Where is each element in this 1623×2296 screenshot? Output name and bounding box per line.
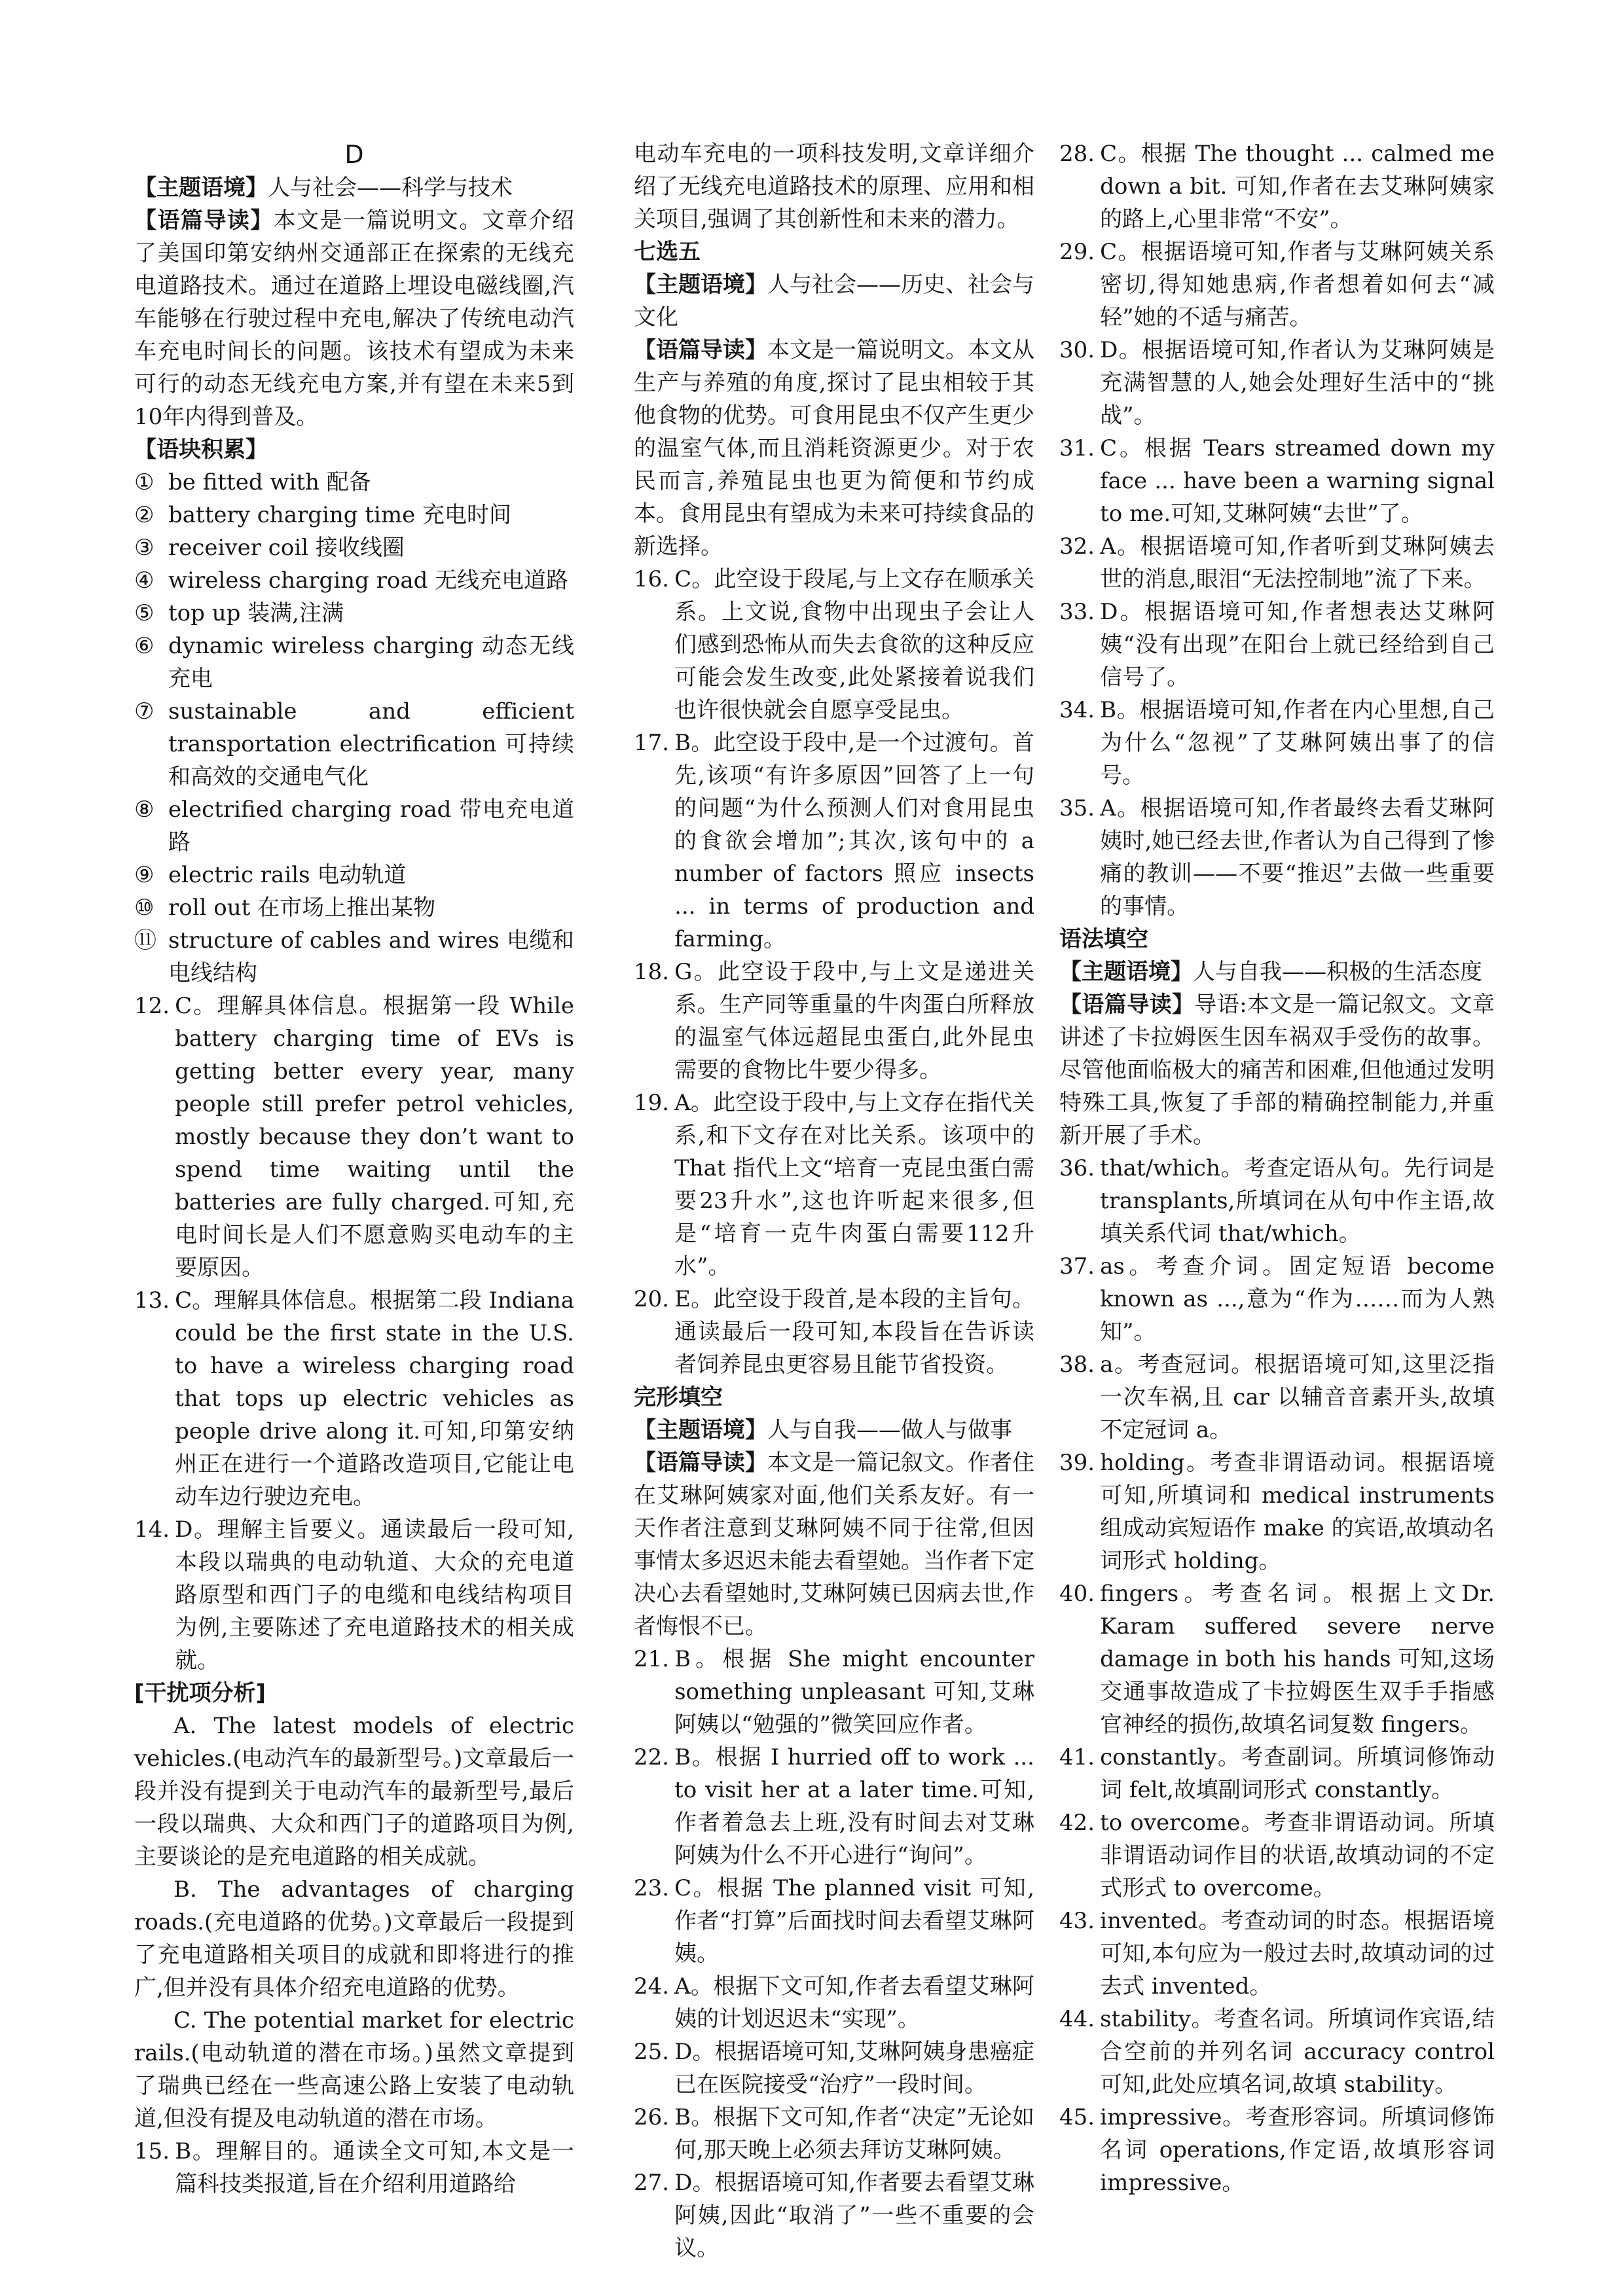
- vocab-num: ⑪: [134, 927, 156, 954]
- answer-num: 44.: [1059, 2006, 1095, 2032]
- answer-item: [634, 1970, 1034, 2036]
- answer-text: holding。考查非谓语动词。根据语境可知,所填词和 medical instruments 组成动宾短语作 make 的宾语,故填动名词形式 holding。: [1100, 1450, 1495, 1574]
- answer-text: A。根据语境可知,作者听到艾琳阿姨去世的消息,眼泪“无法控制地”流了下来。: [1100, 533, 1495, 592]
- column-left: [134, 137, 574, 2200]
- passage-guide-tag: 【语篇导读】: [1059, 992, 1195, 1018]
- answer-text: C。根据语境可知,作者与艾琳阿姨关系密切,得知她患病,作者想着如何去“减轻”她的不适与痛苦。: [1100, 239, 1495, 331]
- answer-num: 13.: [134, 1287, 170, 1314]
- answer-text: C。根据 Tears streamed down my face ... have been a warning signal to me.可知,艾琳阿姨“去世”了。: [1100, 435, 1495, 527]
- answer-num: 34.: [1059, 697, 1095, 723]
- theme-context-text: 人与社会——历史、社会与文化: [634, 272, 1034, 331]
- answer-num: 20.: [634, 1286, 670, 1312]
- vocab-num: ①: [134, 469, 155, 495]
- answer-item: [1059, 1806, 1495, 1905]
- answer-item: [134, 990, 574, 1284]
- answer-text: C。根据 The planned visit 可知,作者“打算”后面找时间去看望艾琳阿姨。: [674, 1875, 1034, 1967]
- vocab-text: top up 装满,注满: [168, 600, 344, 626]
- answer-item: [1059, 236, 1495, 334]
- answer-num: 32.: [1059, 533, 1095, 560]
- answer-item: [134, 1513, 574, 1677]
- passage-guide-text: 导语:本文是一篇记叙文。文章讲述了卡拉姆医生因车祸双手受伤的故事。尽管他面临极大的痛苦和困难,但他通过发明特殊工具,恢复了手部的精确控制能力,并重新开展了手术。: [1059, 992, 1495, 1149]
- column-middle: [634, 137, 1034, 2265]
- answer-num: 35.: [1059, 795, 1095, 821]
- answer-item: [1059, 1348, 1495, 1446]
- answer-text: C。理解具体信息。根据第二段 Indiana could be the first state in the U.S. to have a wireless charging road that tops up electric vehicles as people drive along it.可知,印第安纳州正在进行一个道路改造项目,它能让电动车边行驶边充电。: [175, 1287, 574, 1510]
- vocab-item: [134, 499, 574, 531]
- answer-num: 24.: [634, 1973, 670, 2000]
- answer-text: B。根据语境可知,作者在内心里想,自己为什么“忽视”了艾琳阿姨出事了的信号。: [1100, 697, 1495, 789]
- vocab-text: roll out 在市场上推出某物: [168, 895, 436, 921]
- passage-guide-tag: 【语篇导读】: [634, 337, 767, 363]
- vocab-text: be fitted with 配备: [168, 469, 371, 495]
- answer-item: [634, 1086, 1034, 1283]
- answer-item: [634, 956, 1034, 1086]
- answer-item: [1059, 596, 1495, 694]
- answer-text: D。根据语境可知,作者要去看望艾琳阿姨,因此“取消了”一些不重要的会议。: [674, 2170, 1034, 2261]
- passage-guide-tag: 【语篇导读】: [134, 207, 274, 234]
- answer-text: impressive。考查形容词。所填词修饰名词 operations,作定语,故填形容词 impressive。: [1100, 2104, 1495, 2196]
- vocab-item: [134, 597, 574, 630]
- answer-num: 29.: [1059, 239, 1095, 265]
- vocab-num: ⑦: [134, 698, 155, 725]
- vocab-num: ⑨: [134, 862, 155, 888]
- vocab-item: [134, 466, 574, 499]
- answer-text: D。理解主旨要义。通读最后一段可知,本段以瑞典的电动轨道、大众的充电道路原型和西门子的电缆和电线结构项目为例,主要陈述了充电道路技术的相关成就。: [175, 1516, 574, 1674]
- answer-text: C。根据 The thought ... calmed me down a bit. 可知,作者在去艾琳阿姨家的路上,心里非常“不安”。: [1100, 141, 1495, 232]
- answer-text: B。根据 She might encounter something unpleasant 可知,艾琳阿姨以“勉强的”微笑回应作者。: [674, 1646, 1034, 1738]
- vocab-text: electrified charging road 带电充电道路: [168, 797, 574, 855]
- vocab-num: ⑧: [134, 797, 155, 823]
- answer-item: [634, 563, 1034, 726]
- vocab-num: ②: [134, 502, 155, 528]
- answer-item: [1059, 1577, 1495, 1741]
- answer-text: A。根据语境可知,作者最终去看艾琳阿姨时,她已经去世,作者认为自己得到了惨痛的教训——不要“推迟”去做一些重要的事情。: [1100, 795, 1495, 920]
- answer-text: B。根据下文可知,作者“决定”无论如何,那天晚上必须去拜访艾琳阿姨。: [674, 2104, 1034, 2163]
- answer-item: [1059, 1446, 1495, 1577]
- answer-text: invented。考查动词的时态。根据语境可知,本句应为一般过去时,故填动词的过去式 invented。: [1100, 1908, 1495, 2000]
- answer-num: 31.: [1059, 435, 1095, 461]
- vocab-text: structure of cables and wires 电缆和电线结构: [168, 927, 574, 986]
- answer-text: C。此空设于段尾,与上文存在顺承关系。上文说,食物中出现虫子会让人们感到恐怖从而失去食欲的这种反应可能会发生改变,此处紧接着说我们也许很快就会自愿享受昆虫。: [674, 566, 1034, 723]
- passage-d-title: D: [344, 140, 364, 169]
- passage-guide: [134, 204, 574, 433]
- theme-context: [634, 1414, 1034, 1446]
- cloze-title: 完形填空: [634, 1384, 723, 1410]
- passage-guide: [634, 1446, 1034, 1643]
- answer-num: 39.: [1059, 1450, 1095, 1476]
- vocab-num: ⑤: [134, 600, 155, 626]
- answer-item: [1059, 530, 1495, 596]
- vocab-num: ⑩: [134, 895, 155, 921]
- passage-guide: [634, 334, 1034, 563]
- distractor-paragraph: C. The potential market for electric rails.(电动轨道的潜在市场。)虽然文章提到了瑞典已经在一些高速公路上安装了电动轨道,但没有提及电动轨道的潜在市场。: [134, 2007, 574, 2132]
- theme-context-tag: 【主题语境】: [1059, 959, 1193, 985]
- answer-num: 27.: [634, 2170, 670, 2196]
- answer-num: 36.: [1059, 1155, 1095, 1181]
- vocab-item: [134, 793, 574, 859]
- answer-item: [1059, 1741, 1495, 1806]
- vocab-title: 【语块积累】: [134, 437, 268, 463]
- answer-num: 23.: [634, 1875, 670, 1901]
- answer-item: [634, 1741, 1034, 1872]
- answer-text: constantly。考查副词。所填词修饰动词 felt,故填副词形式 constantly。: [1100, 1744, 1495, 1803]
- answer-num: 19.: [634, 1090, 670, 1116]
- answer-num: 21.: [634, 1646, 670, 1672]
- answer-text: to overcome。考查非谓语动词。所填非谓语动词作目的状语,故填动词的不定式形式 to overcome。: [1100, 1810, 1495, 1901]
- answer-item: [1059, 1905, 1495, 2003]
- answer-num: 40.: [1059, 1581, 1095, 1607]
- answer-num: 22.: [634, 1744, 670, 1770]
- answer-num: 26.: [634, 2104, 670, 2130]
- answer-text: G。此空设于段中,与上文是递进关系。生产同等重量的牛肉蛋白所释放的温室气体远超昆虫蛋白,此外昆虫需要的食物比牛要少得多。: [674, 959, 1034, 1083]
- vocab-num: ③: [134, 535, 155, 561]
- answer-item: [634, 2166, 1034, 2265]
- vocab-num: ⑥: [134, 633, 155, 659]
- vocab-text: electric rails 电动轨道: [168, 862, 407, 888]
- vocab-item: [134, 695, 574, 793]
- theme-context-text: 人与自我——积极的生活态度: [1193, 959, 1482, 985]
- answer-item: [634, 1872, 1034, 1970]
- theme-context-text: 人与自我——做人与做事: [767, 1417, 1012, 1443]
- vocab-text: receiver coil 接收线圈: [168, 535, 405, 561]
- answer-item: [1059, 2101, 1495, 2199]
- answer-num: 15.: [134, 2138, 170, 2164]
- column-right: [1059, 137, 1495, 2199]
- answer-item: [634, 1643, 1034, 1741]
- vocab-list: [134, 466, 574, 990]
- answer-text: A。此空设于段中,与上文存在指代关系,和下文存在对比关系。该项中的 That 指代上文“培育一克昆虫蛋白需要23升水”,这也许听起来很多,但是“培育一克牛肉蛋白需要112升水”。: [674, 1090, 1034, 1280]
- answer-num: 41.: [1059, 1744, 1095, 1770]
- answer-text: B。此空设于段中,是一个过渡句。首先,该项“有许多原因”回答了上一句的问题“为什么预测人们对食用昆虫的食欲会增加”;其次,该句中的 a number of factors 照应 insects ... in terms of production and farming。: [674, 730, 1034, 952]
- answer-item: [1059, 2003, 1495, 2101]
- answer-text: stability。考查名词。所填词作宾语,结合空前的并列名词 accuracy control 可知,此处应填名词,故填 stability。: [1100, 2006, 1495, 2098]
- answer-item: [634, 2036, 1034, 2101]
- answer-num: 43.: [1059, 1908, 1095, 1934]
- vocab-item: [134, 924, 574, 990]
- answer-item: [1059, 432, 1495, 530]
- vocab-item: [134, 630, 574, 695]
- theme-context: [1059, 956, 1495, 988]
- answer-text: E。此空设于段首,是本段的主旨句。通读最后一段可知,本段旨在告诉读者饲养昆虫更容易且能节省投资。: [674, 1286, 1034, 1378]
- theme-context-tag: 【主题语境】: [634, 1417, 767, 1443]
- answer-item: [1059, 334, 1495, 432]
- theme-context: [634, 268, 1034, 334]
- passage-guide: [1059, 988, 1495, 1152]
- answer-item: [634, 2101, 1034, 2166]
- answer-num: 30.: [1059, 337, 1095, 363]
- answer-text: that/which。考查定语从句。先行词是 transplants,所填词在从句中作主语,故填关系代词 that/which。: [1100, 1155, 1495, 1247]
- vocab-item: [134, 891, 574, 924]
- distractor-paragraph: B. The advantages of charging roads.(充电道路的优势。)文章最后一段提到了充电道路相关项目的成就和即将进行的推广,但并没有具体介绍充电道路的优势。: [134, 1876, 574, 2001]
- answer-text: a。考查冠词。根据语境可知,这里泛指一次车祸,且 car 以辅音音素开头,故填不定冠词 a。: [1100, 1352, 1495, 1443]
- answer-text: B。根据 I hurried off to work ... to visit her at a later time.可知,作者着急去上班,没有时间去对艾琳阿姨为什么不开心进行“询问”。: [674, 1744, 1034, 1869]
- answer-item: [134, 1284, 574, 1513]
- answer-num: 28.: [1059, 141, 1095, 167]
- answer-num: 45.: [1059, 2104, 1095, 2130]
- passage-guide-text: 本文是一篇说明文。本文从生产与养殖的角度,探讨了昆虫相较于其他食物的优势。可食用昆虫不仅产生更少的温室气体,而且消耗资源更少。对于农民而言,养殖昆虫也更为简便和节约成本。食用昆虫有望成为未来可持续食品的新选择。: [634, 337, 1034, 560]
- vocab-text: wireless charging road 无线充电道路: [168, 567, 569, 594]
- passage-guide-text: 本文是一篇记叙文。作者住在艾琳阿姨家对面,他们关系友好。有一天作者注意到艾琳阿姨不同于往常,但因事情太多迟迟未能去看望她。当作者下定决心去看望她时,艾琳阿姨已因病去世,作者悔恨不已。: [634, 1450, 1034, 1640]
- answer-text: fingers。考查名词。根据上文Dr. Karam suffered severe nerve damage in both his hands 可知,这场交通事故造成了卡拉姆医生双手手指感官神经的损伤,故填名词复数 fingers。: [1100, 1581, 1495, 1738]
- answer-num: 37.: [1059, 1253, 1095, 1280]
- answer-text: D。根据语境可知,艾琳阿姨身患癌症已在医院接受“治疗”一段时间。: [674, 2039, 1034, 2098]
- continued-text: 电动车充电的一项科技发明,文章详细介绍了无线充电道路技术的原理、应用和相关项目,强调了其创新性和未来的潜力。: [634, 141, 1034, 232]
- answer-item: [634, 726, 1034, 956]
- passage-guide-tag: 【语篇导读】: [634, 1450, 767, 1476]
- answer-num: 14.: [134, 1516, 170, 1543]
- theme-context-text: 人与社会——科学与技术: [268, 175, 513, 201]
- answer-num: 17.: [634, 730, 670, 756]
- answer-num: 38.: [1059, 1352, 1095, 1378]
- vocab-item: [134, 531, 574, 564]
- vocab-text: dynamic wireless charging 动态无线充电: [168, 633, 574, 692]
- answer-item: [134, 2135, 574, 2200]
- answer-item: [1059, 1152, 1495, 1250]
- answer-text: C。理解具体信息。根据第一段 While battery charging time of EVs is getting better every year, many people still prefer petrol vehicles, mostly because they don’t want to spend time waiting until the batteries are fully charged.可知,充电时间长是人们不愿意购买电动车的主要原因。: [175, 993, 574, 1281]
- vocab-num: ④: [134, 567, 155, 594]
- answer-item: [634, 1283, 1034, 1381]
- answer-text: as。考查介词。固定短语 become known as ...,意为“作为……而为人熟知”。: [1100, 1253, 1495, 1345]
- answer-num: 18.: [634, 959, 670, 985]
- answer-item: [1059, 137, 1495, 236]
- theme-context: [134, 171, 574, 204]
- vocab-text: battery charging time 充电时间: [168, 502, 512, 528]
- answer-num: 25.: [634, 2039, 670, 2065]
- answer-num: 12.: [134, 993, 170, 1019]
- answer-text: A。根据下文可知,作者去看望艾琳阿姨的计划迟迟未“实现”。: [674, 1973, 1034, 2032]
- vocab-item: [134, 859, 574, 891]
- theme-context-tag: 【主题语境】: [134, 175, 268, 201]
- distractor-title: [干扰项分析]: [134, 1680, 266, 1706]
- theme-context-tag: 【主题语境】: [634, 272, 767, 298]
- vocab-item: [134, 564, 574, 597]
- answer-item: [1059, 792, 1495, 923]
- answer-text: D。根据语境可知,作者想表达艾琳阿姨“没有出现”在阳台上就已经给到自己信号了。: [1100, 599, 1495, 691]
- answer-text: B。理解目的。通读全文可知,本文是一篇科技类报道,旨在介绍利用道路给: [175, 2138, 574, 2197]
- answer-num: 42.: [1059, 1810, 1095, 1836]
- answer-num: 16.: [634, 566, 670, 592]
- passage-guide-text: 本文是一篇说明文。文章介绍了美国印第安纳州交通部正在探索的无线充电道路技术。通过在道路上埋设电磁线圈,汽车能够在行驶过程中充电,解决了传统电动汽车充电时间长的问题。该技术有望成为未来可行的动态无线充电方案,并有望在未来5到10年内得到普及。: [134, 207, 575, 430]
- answer-item: [1059, 1250, 1495, 1348]
- vocab-text: sustainable and efficient transportation electrification 可持续和高效的交通电气化: [168, 698, 574, 790]
- answer-text: D。根据语境可知,作者认为艾琳阿姨是充满智慧的人,她会处理好生活中的“挑战”。: [1100, 337, 1495, 429]
- distractor-paragraph: A. The latest models of electric vehicles.(电动汽车的最新型号。)文章最后一段并没有提到关于电动汽车的最新型号,最后一段以瑞典、大众和西门子的道路项目为例,主要谈论的是充电道路的相关成就。: [134, 1713, 574, 1870]
- seven-choose-five-title: 七选五: [634, 239, 701, 265]
- grammar-fill-title: 语法填空: [1059, 926, 1148, 952]
- answer-item: [1059, 694, 1495, 792]
- answer-num: 33.: [1059, 599, 1095, 625]
